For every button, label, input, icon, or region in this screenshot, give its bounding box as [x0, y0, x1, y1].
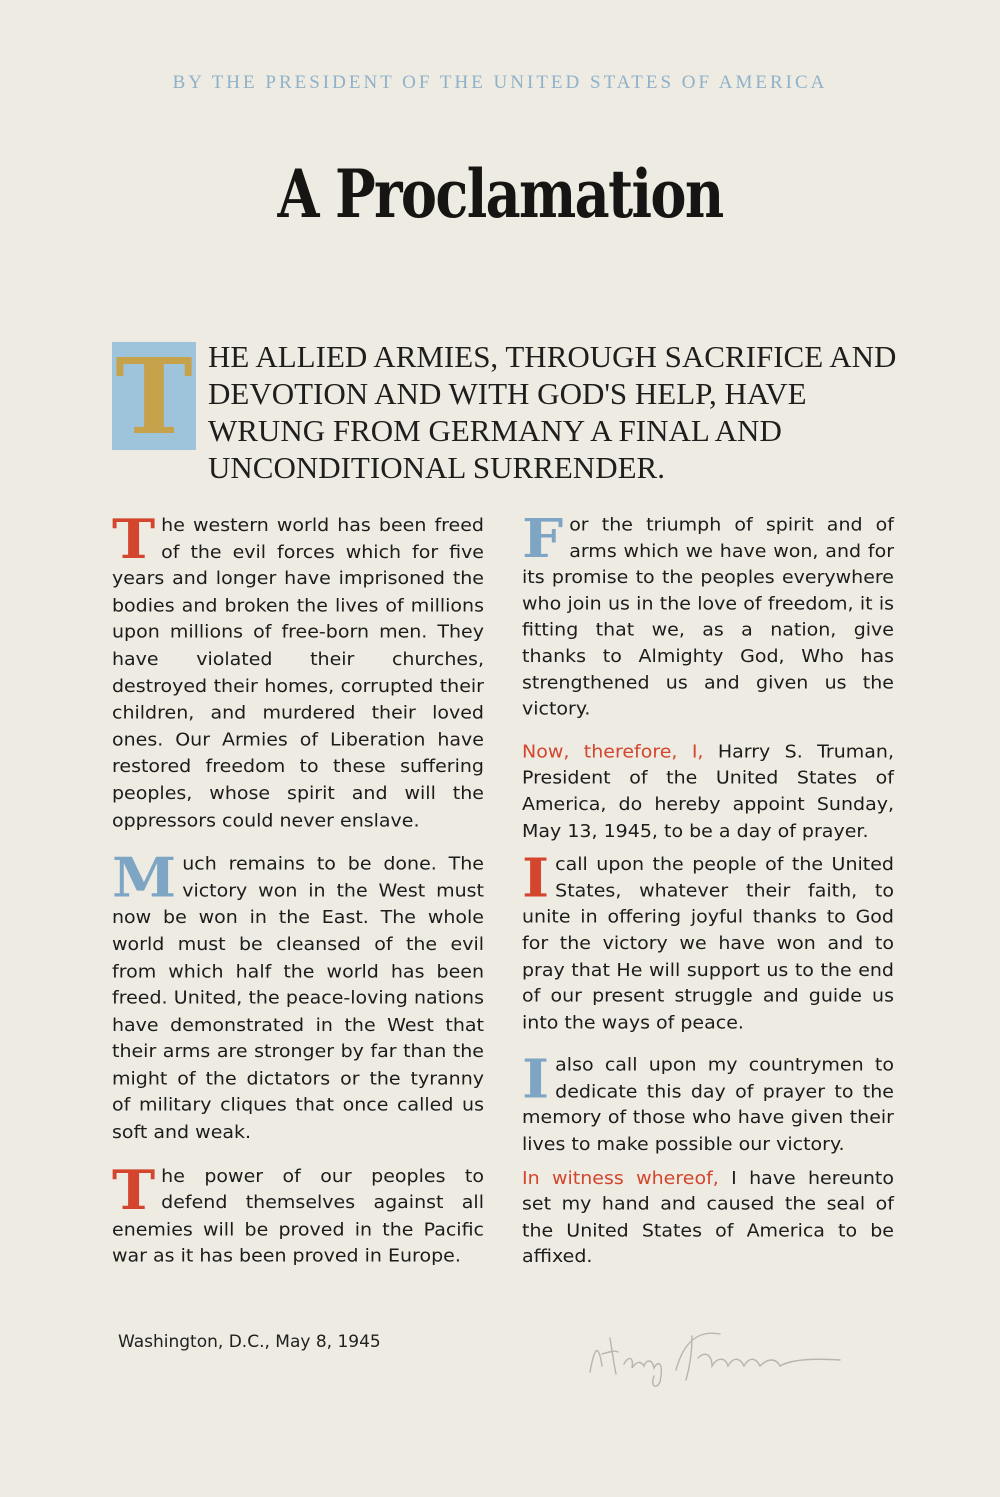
lead-paragraph [112, 335, 902, 486]
paragraph-text: Harry S. Truman, President of the United States of America, do hereby appoint Sunday, May 13, 1945, to be a day of prayer. [522, 741, 894, 842]
drop-initial: F [522, 507, 564, 570]
lead-text: HE ALLIED ARMIES, THROUGH SACRIFICE AND DEVOTION AND WITH GOD'S HELP, HAVE WRUNG FROM GERMANY A FINAL AND UNCONDITIONAL SURRENDER. [208, 339, 897, 485]
paragraph-countrymen [522, 1047, 894, 1158]
paragraph-power [112, 1158, 484, 1270]
right-column [522, 507, 894, 1287]
paragraph-text: or the triumph of spirit and of arms which we have won, and for its promise to the peoples everywhere who join us in the love of freedom, it is fitting that we, as a nation, give thanks to Almighty God, Who has strengthened us and given us the victory. [522, 514, 894, 720]
dateline: Washington, D.C., May 8, 1945 [118, 1332, 381, 1352]
drop-initial: M [112, 846, 177, 910]
drop-initial: T [112, 1158, 156, 1222]
illuminated-initial-letter: T [115, 335, 193, 458]
signature [580, 1310, 880, 1390]
paragraph-call-upon [522, 847, 894, 1036]
paragraph-text: he power of our peoples to defend themselves against all enemies will be proved in the Pacific war as it has been proved in Europe. [112, 1165, 484, 1267]
byline: BY THE PRESIDENT OF THE UNITED STATES OF AMERICA [172, 72, 828, 93]
drop-initial: I [522, 1047, 550, 1111]
rubric-lead: Now, therefore, I, [522, 741, 704, 763]
paragraph-text: uch remains to be done. The victory won in the West must now be won in the East. The whole world must be cleansed of the evil from which half the world has been freed. United, the peace-loving nations have demonstrated in the West that their arms are stronger by far than the might of the dictators or the tyranny of military cliques that once called us soft and weak. [112, 853, 484, 1143]
paragraph-much-remains [112, 846, 484, 1146]
illuminated-initial [112, 335, 196, 458]
paragraph-witness [522, 1165, 894, 1270]
drop-initial: T [112, 507, 156, 572]
paragraph-text: he western world has been freed of the evil forces which for five years and longer have imprisoned the bodies and broken the lives of millions upon millions of free-born men. They have violated their churches, destroyed their homes, corrupted their children, and murdered their loved ones. Our Armies of Liberation have restored freedom to these suffering peoples, whose spirit and will the oppressors could never enslave. [112, 514, 484, 831]
page-title: A Proclamation [277, 155, 723, 233]
drop-initial: I [522, 847, 550, 910]
paragraph-text: I have hereunto set my hand and caused the seal of the United States of America to be affixed. [522, 1167, 894, 1268]
paragraph-triumph [522, 507, 894, 723]
paragraph-now-therefore [522, 739, 894, 844]
paragraph-western-world [112, 507, 484, 834]
left-column [112, 507, 484, 1287]
rubric-lead: In witness whereof, [522, 1167, 719, 1189]
paragraph-text: also call upon my countrymen to dedicate this day of prayer to the memory of those who have given their lives to make possible our victory. [522, 1055, 894, 1155]
paragraph-text: call upon the people of the United States, whatever their faith, to unite in offering joyful thanks to God for the victory we have won and to pray that He will support us to the end of our present struggle and guide us into the ways of peace. [522, 854, 894, 1033]
